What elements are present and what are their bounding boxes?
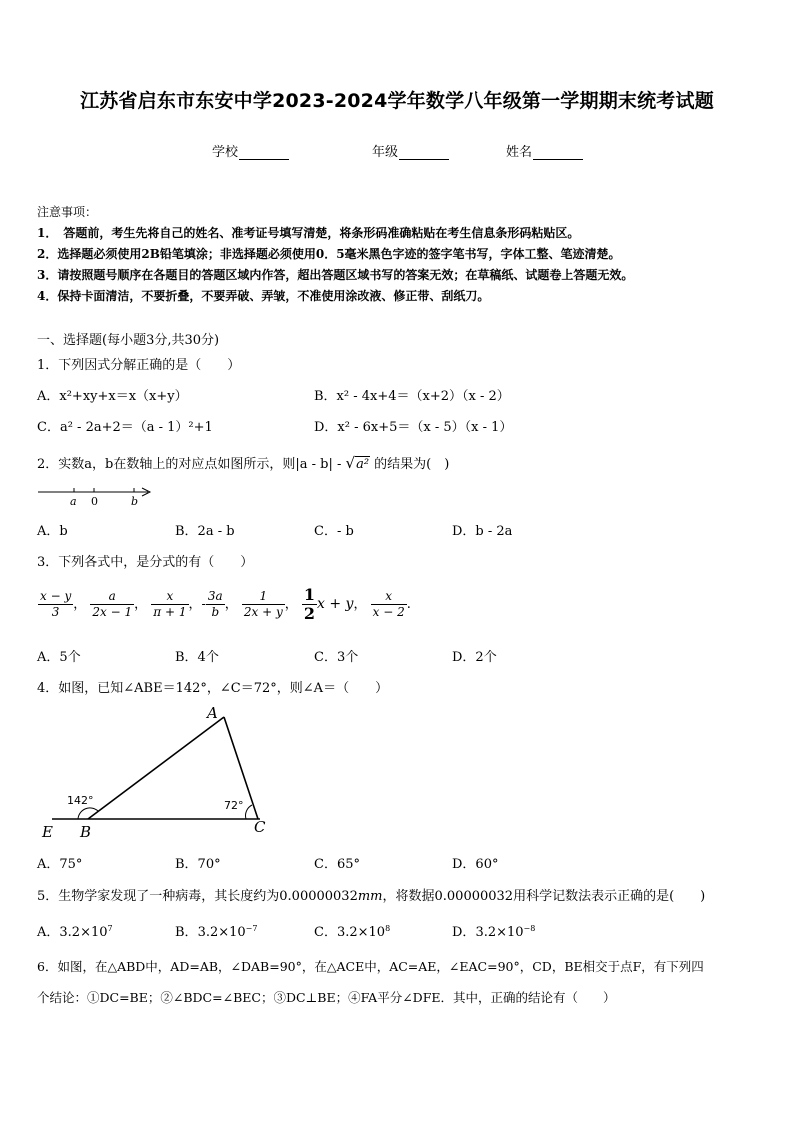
q5-stem-text: 5．生物学家发现了一种病毒，其长度约为0.00000032 bbox=[37, 889, 358, 904]
fraction: $\frac{1}{2}$ bbox=[303, 585, 316, 623]
q3-option-c[interactable]: C．3个 bbox=[314, 650, 359, 665]
fraction: $\frac{1}{2x + y}$ bbox=[243, 589, 283, 619]
notice-heading: 注意事项： bbox=[37, 205, 98, 219]
q1-option-d[interactable]: D．x² - 6x+5＝（x - 5）（x - 1） bbox=[314, 420, 513, 435]
q6-stem-line2: 个结论：①DC=BE；②∠BDC=∠BEC；③DC⊥BE；④FA平分∠DFE．其中，正确的结论有（ ） bbox=[37, 990, 616, 1005]
q4-option-d[interactable]: D．60° bbox=[452, 857, 499, 872]
q3-expressions: $\frac{x - y}{3}$ ， $\frac{a}{2x - 1}$ ， $\frac{x}{\pi + 1}$ ，- $\frac{3a}{b}$ ， $\frac{1}{2x + y}$ ， $\frac{1}{2}$ x + y， $\frac{x}{x - 2}$ . bbox=[40, 585, 411, 623]
q3-option-a[interactable]: A．5个 bbox=[37, 650, 81, 665]
q1-option-b[interactable]: B．x² - 4x+4＝（x+2）（x - 2） bbox=[314, 389, 510, 404]
school-field[interactable] bbox=[212, 141, 289, 160]
q6-stem-line1: 6．如图，在△ABD中，AD=AB，∠DAB=90°，在△ACE中，AC=AE，∠EAC=90°，CD，BE相交于点F，有下列四 bbox=[37, 959, 704, 974]
q4-stem: 4．如图，已知∠ABE＝142°，∠C＝72°，则∠A＝（ ） bbox=[37, 681, 389, 696]
school-blank[interactable] bbox=[239, 145, 289, 160]
q4-option-a[interactable]: A．75° bbox=[37, 857, 83, 872]
grade-label: 年级 bbox=[372, 145, 399, 160]
vertex-label-e: E bbox=[42, 823, 53, 841]
axis-label-zero: 0 bbox=[91, 495, 98, 508]
notice-item: 4．保持卡面清洁，不要折叠，不要弄破、弄皱，不准使用涂改液、修正带、刮纸刀。 bbox=[37, 289, 490, 303]
q3-stem: 3．下列各式中，是分式的有（ ） bbox=[37, 555, 254, 570]
vertex-label-c: C bbox=[254, 818, 266, 836]
vertex-label-a: A bbox=[207, 704, 218, 722]
q3-option-d[interactable]: D．2个 bbox=[452, 650, 497, 665]
name-label: 姓名 bbox=[506, 145, 533, 160]
name-field[interactable] bbox=[506, 141, 583, 160]
fraction: $\frac{3a}{b}$ bbox=[207, 589, 223, 619]
school-label: 学校 bbox=[212, 145, 239, 160]
sqrt-icon: √ bbox=[345, 454, 356, 472]
q2-option-d[interactable]: D．b - 2a bbox=[452, 524, 513, 539]
q5-stem bbox=[37, 885, 705, 904]
q5-option-c[interactable]: C．$3.2\times 10^8$ bbox=[314, 924, 391, 940]
fraction: $\frac{x - y}{3}$ bbox=[40, 589, 72, 619]
notice-item: 1． 答题前，考生先将自己的姓名、准考证号填写清楚，将条形码准确粘贴在考生信息条形码粘贴区。 bbox=[37, 226, 580, 240]
q2-option-c[interactable]: C．- b bbox=[314, 524, 354, 539]
q2-option-b[interactable]: B．2a - b bbox=[175, 524, 235, 539]
grade-blank[interactable] bbox=[399, 145, 449, 160]
axis-label-a: a bbox=[70, 495, 77, 508]
name-blank[interactable] bbox=[533, 145, 583, 160]
q5-option-b[interactable]: B．$3.2\times 10^{-7}$ bbox=[175, 924, 258, 940]
notice-item: 2．选择题必须使用2B铅笔填涂；非选择题必须使用0．5毫米黑色字迹的签字笔书写，字体工整、笔迹清楚。 bbox=[37, 247, 621, 261]
axis-label-b: b bbox=[131, 495, 139, 508]
fraction: $\frac{x}{\pi + 1}$ bbox=[153, 589, 187, 619]
q2-stem bbox=[37, 453, 449, 472]
page-title: 江苏省启东市东安中学2023-2024学年数学八年级第一学期期末统考试题 bbox=[80, 90, 714, 112]
q4-option-c[interactable]: C．65° bbox=[314, 857, 360, 872]
q2-stem-text: 2．实数a，b在数轴上的对应点如图所示，则|a - b| - bbox=[37, 457, 342, 472]
q5-stem-tail: ，将数据0.00000032用科学记数法表示正确的是( ) bbox=[382, 889, 706, 904]
sqrt-expression bbox=[346, 454, 371, 472]
triangle-diagram bbox=[36, 700, 276, 842]
angle-label-b: 142° bbox=[67, 794, 94, 807]
q3-option-b[interactable]: B．4个 bbox=[175, 650, 219, 665]
q5-option-a[interactable]: A．$3.2\times 10^7$ bbox=[37, 924, 113, 940]
q4-option-b[interactable]: B．70° bbox=[175, 857, 221, 872]
section-heading: 一、选择题(每小题3分,共30分) bbox=[37, 333, 220, 348]
q5-option-d[interactable]: D．$3.2\times 10^{-8}$ bbox=[452, 924, 536, 940]
radicand: a² bbox=[356, 457, 370, 472]
unit: mm bbox=[357, 889, 383, 904]
grade-field[interactable] bbox=[372, 141, 449, 160]
fraction: $\frac{x}{x - 2}$ bbox=[372, 589, 405, 619]
vertex-label-b: B bbox=[80, 823, 92, 841]
angle-label-c: 72° bbox=[224, 799, 244, 812]
q2-option-a[interactable]: A．b bbox=[37, 524, 68, 539]
q1-stem: 1．下列因式分解正确的是（ ） bbox=[37, 358, 241, 373]
q1-option-a[interactable]: A．x²+xy+x＝x（x+y） bbox=[37, 389, 188, 404]
fraction: $\frac{a}{2x - 1}$ bbox=[92, 589, 133, 619]
q2-stem-tail: 的结果为( ) bbox=[374, 457, 450, 472]
number-line-diagram bbox=[36, 484, 156, 510]
notice-item: 3．请按照题号顺序在各题目的答题区域内作答，超出答题区域书写的答案无效；在草稿纸、试题卷上答题无效。 bbox=[37, 268, 634, 282]
q1-option-c[interactable]: C．a² - 2a+2＝（a - 1）²+1 bbox=[37, 420, 213, 435]
